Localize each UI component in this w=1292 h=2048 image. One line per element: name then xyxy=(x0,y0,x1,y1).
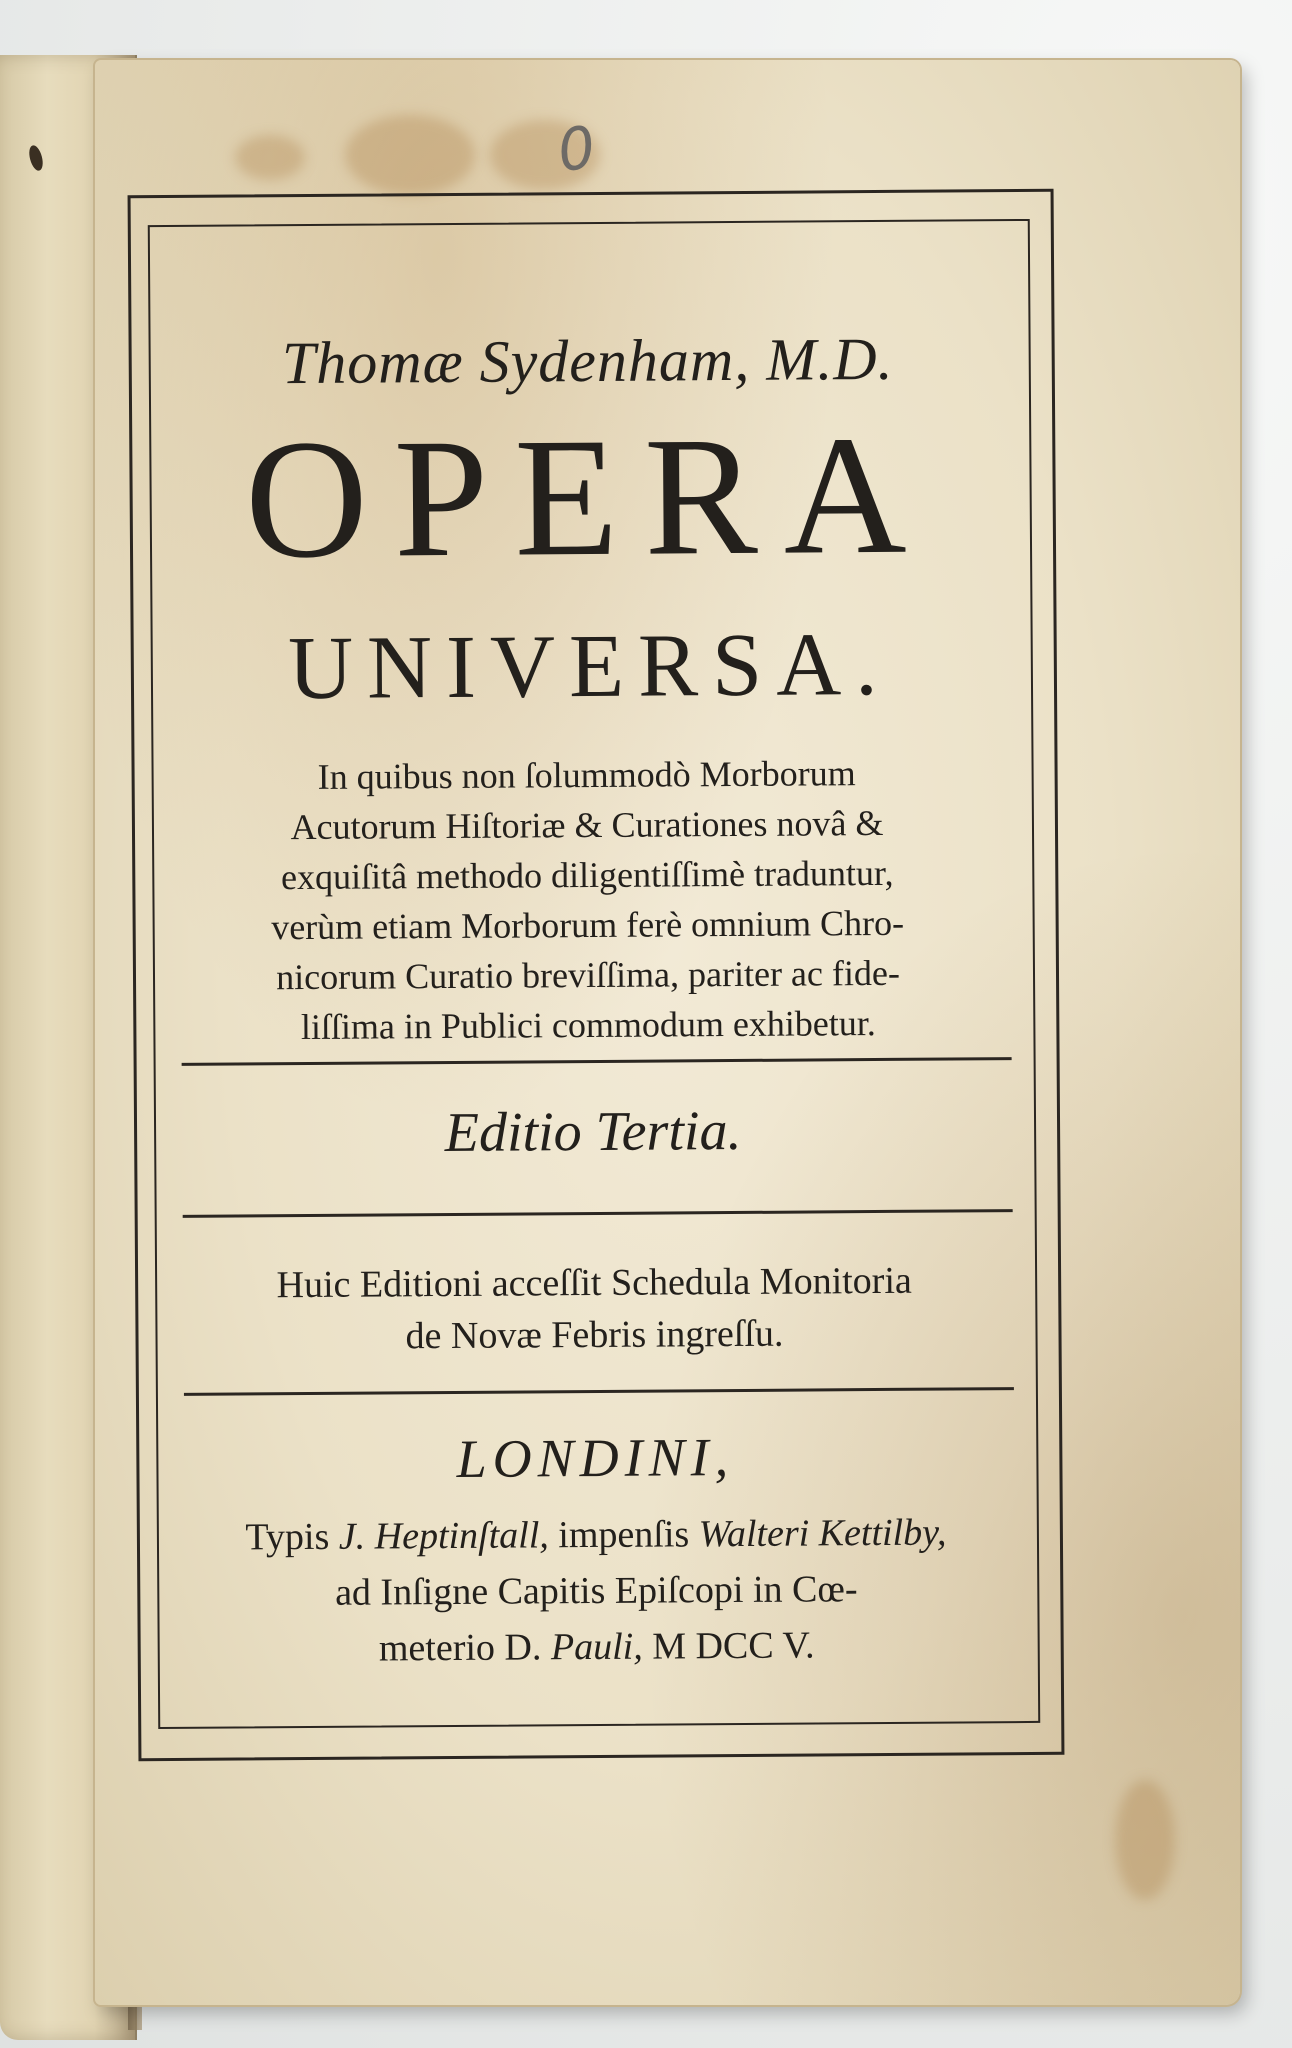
foxing-stain xyxy=(1115,1780,1175,1900)
note-line: de Novæ Febris ingreſſu. xyxy=(405,1312,784,1358)
author-line: Thomæ Sydenham, M.D. xyxy=(281,325,894,397)
imprint-text: Typis xyxy=(245,1515,339,1559)
divider-rule xyxy=(184,1387,1014,1396)
edition-note xyxy=(155,1254,1034,1364)
description-line: nicorum Curatio breviſſima, pariter ac fide- xyxy=(275,952,901,998)
main-title: OPERA xyxy=(244,400,933,594)
printer-name: J. Heptinſtall, xyxy=(338,1514,549,1558)
note-line: Huic Editioni acceſſit Schedula Monitoria xyxy=(276,1259,912,1307)
imprint-line: ad Inſigne Capitis Epiſcopi in Cœ- xyxy=(334,1568,858,1614)
imprint-line xyxy=(157,1504,1035,1566)
description-line: In quibus non ſolummodò Morborum xyxy=(317,753,856,797)
publisher-name: Walteri Kettilby, xyxy=(698,1511,947,1556)
foxing-stain xyxy=(345,115,475,195)
description-line: Acutorum Hiſtoriæ & Curationes novâ & xyxy=(290,802,884,848)
ink-spot xyxy=(27,144,45,172)
imprint-date: M DCC V. xyxy=(642,1624,815,1668)
title-page xyxy=(95,60,1240,2005)
description-line: liſſima in Publici commodum exhibetur. xyxy=(300,1003,876,1048)
description-block xyxy=(181,747,993,1053)
imprint-block xyxy=(157,1504,1036,1678)
subtitle: UNIVERSA. xyxy=(287,614,892,719)
description-line: exquiſitâ methodo diligentiſſimè traduntur, xyxy=(280,852,894,898)
description-line: verùm etiam Morborum ferè omnium Chro- xyxy=(271,902,905,948)
divider-rule xyxy=(183,1209,1013,1218)
imprint-text: impenſis xyxy=(548,1513,699,1557)
edition-line: Editio Tertia. xyxy=(444,1099,742,1165)
imprint-text: meterio D. xyxy=(378,1626,552,1670)
imprint-place: LONDINI, xyxy=(456,1427,735,1489)
divider-rule xyxy=(182,1057,1012,1066)
title-page-content xyxy=(148,219,1036,1725)
imprint-italic: Pauli, xyxy=(550,1625,643,1669)
imprint-line xyxy=(158,1616,1036,1678)
foxing-stain xyxy=(235,135,305,180)
pencil-mark: 0 xyxy=(553,112,600,186)
